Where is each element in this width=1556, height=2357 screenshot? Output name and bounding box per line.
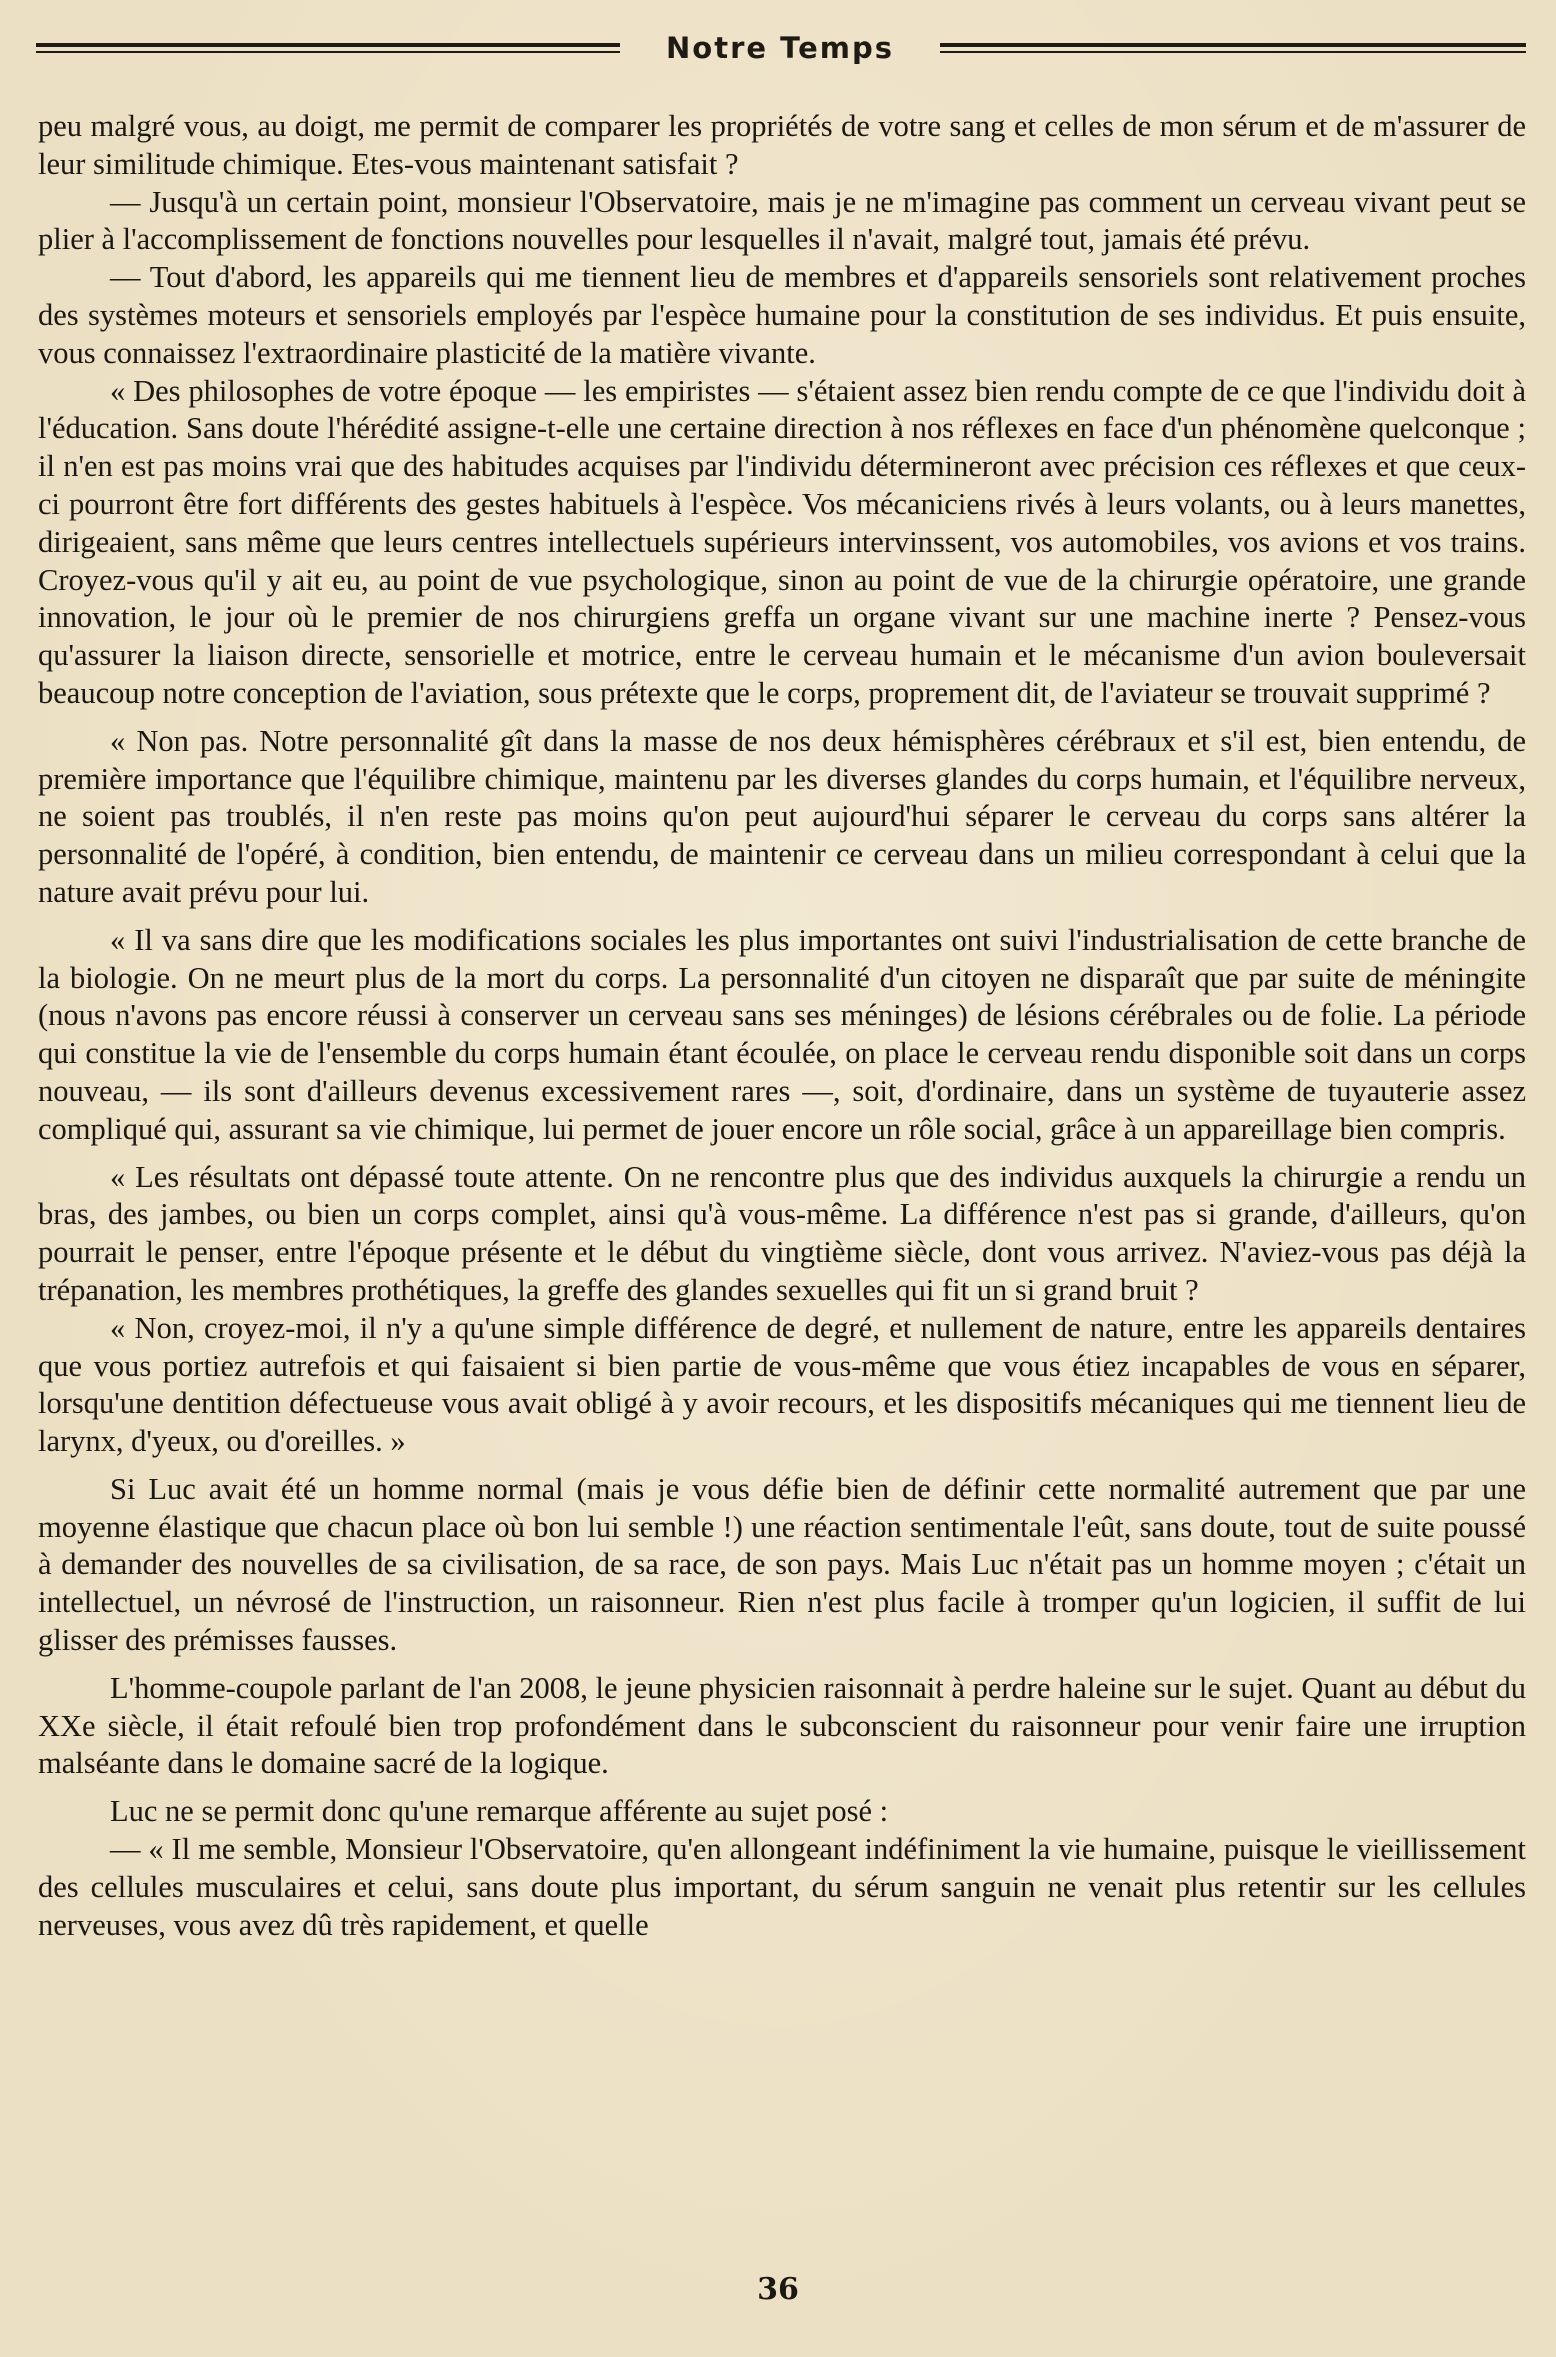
paragraph: peu malgré vous, au doigt, me permit de comparer les propriétés de votre sang et celles de mon sérum et de m'assurer de leur similitude chimique. Etes-vous maintenant satisfait ? [38, 109, 1526, 181]
header-title: Notre Temps [666, 31, 894, 65]
body-text [38, 108, 1526, 1944]
running-header [36, 30, 1526, 66]
paragraph: « Non pas. Notre personnalité gît dans la masse de nos deux hémisphères cérébraux et s'il est, bien entendu, de première importance que l'équilibre chimique, maintenu par les diverses glandes du corps humain, et l'équilibre nerveux, ne soient pas troublés, il n'en reste pas moins qu'on peut aujourd'hui séparer le cerveau du corps sans altérer la personnalité de l'opéré, à condition, bien entendu, de maintenir ce cerveau dans un milieu correspondant à celui que la nature avait prévu pour lui. [38, 723, 1526, 909]
header-rule-left [36, 43, 620, 53]
paragraph: — « Il me semble, Monsieur l'Observatoire, qu'en allongeant indéfiniment la vie humaine, puisque le vieillissement des cellules musculaires et celui, sans doute plus important, du sérum sanguin ne venait plus retentir sur les cellules nerveuses, vous avez dû très rapidement, et quelle [38, 1832, 1526, 1942]
paragraph: Si Luc avait été un homme normal (mais je vous défie bien de définir cette normalité autrement que par une moyenne élastique que chacun place où bon lui semble !) une réaction sentimentale l'eût, sans doute, tout de suite poussé à demander des nouvelles de sa civilisation, de sa race, de son pays. Mais Luc n'était pas un homme moyen ; c'était un intellectuel, un névrosé de l'instruction, un raisonneur. Rien n'est plus facile à tromper qu'un logicien, il suffit de lui glisser des prémisses fausses. [38, 1471, 1526, 1658]
paragraph: « Des philosophes de votre époque — les empiristes — s'étaient assez bien rendu compte de ce que l'individu doit à l'éducation. Sans doute l'hérédité assigne-t-elle une certaine direction à nos réflexes en face d'un phénomène quelconque ; il n'en est pas moins vrai que des habitudes acquises par l'individu détermineront avec précision ces réflexes et que ceux-ci pourront être fort différents des gestes habituels à l'espèce. Vos mécaniciens rivés à leurs volants, ou à leurs manettes, dirigeaient, sans même que leurs centres intellectuels supérieurs intervinssent, vos automobiles, vos avions et vos trains. Croyez-vous qu'il y ait eu, au point de vue psychologique, sinon au point de vue de la chirurgie opératoire, une grande innovation, le jour où le premier de nos chirurgiens greffa un organe vivant sur une machine inerte ? Pensez-vous qu'assurer la liaison directe, sensorielle et motrice, entre le cerveau humain et le mécanisme d'un avion bouleversait beaucoup notre conception de l'aviation, sous prétexte que le corps, proprement dit, de l'aviateur se trouvait supprimé ? [38, 373, 1526, 710]
page-number: 36 [757, 2272, 799, 2307]
paragraph: Luc ne se permit donc qu'une remarque afférente au sujet posé : [110, 1794, 889, 1829]
paragraph: « Il va sans dire que les modifications sociales les plus importantes ont suivi l'industrialisation de cette branche de la biologie. On ne meurt plus de la mort du corps. La personnalité d'un citoyen ne disparaît que par suite de méningite (nous n'avons pas encore réussi à conserver un cerveau sans ses méninges) de lésions cérébrales ou de folie. La période qui constitue la vie de l'ensemble du corps humain étant écoulée, on place le cerveau rendu disponible soit dans un corps nouveau, — ils sont d'ailleurs devenus excessivement rares —, soit, d'ordinaire, dans un système de tuyauterie assez compliqué qui, assurant sa vie chimique, lui permet de jouer encore un rôle social, grâce à un appareillage bien compris. [38, 922, 1526, 1146]
paragraph: « Les résultats ont dépassé toute attente. On ne rencontre plus que des individus auxquels la chirurgie a rendu un bras, des jambes, ou bien un corps complet, ainsi qu'à vous-même. La différence n'est pas si grande, d'ailleurs, qu'on pourrait le penser, entre l'époque présente et le début du vingtième siècle, dont vous arrivez. N'aviez-vous pas déjà la trépanation, les membres prothétiques, la greffe des glandes sexuelles qui fit un si grand bruit ? [38, 1159, 1526, 1307]
paragraph: L'homme-coupole parlant de l'an 2008, le jeune physicien raisonnait à perdre haleine sur le sujet. Quant au début du XXe siècle, il était refoulé bien trop profondément dans le subconscient du raisonneur pour venir faire une irruption malséante dans le domaine sacré de la logique. [38, 1670, 1526, 1781]
paragraph: — Jusqu'à un certain point, monsieur l'Observatoire, mais je ne m'imagine pas comment un cerveau vivant peut se plier à l'accomplissement de fonctions nouvelles pour lesquelles il n'avait, malgré tout, jamais été prévu. [38, 184, 1526, 257]
paragraph: « Non, croyez-moi, il n'y a qu'une simple différence de degré, et nullement de nature, entre les appareils dentaires que vous portiez autrefois et qui faisaient si bien partie de vous-même que vous étiez incapables de vous en séparer, lorsqu'une dentition défectueuse vous avait obligé à y avoir recours, et les dispositifs mécaniques qui me tiennent lieu de larynx, d'yeux, ou d'oreilles. » [38, 1310, 1526, 1459]
paragraph: — Tout d'abord, les appareils qui me tiennent lieu de membres et d'appareils sensoriels sont relativement proches des systèmes moteurs et sensoriels employés par l'espèce humaine pour la constitution de ses individus. Et puis ensuite, vous connaissez l'extraordinaire plasticité de la matière vivante. [38, 260, 1526, 370]
header-rule-right [940, 43, 1526, 53]
